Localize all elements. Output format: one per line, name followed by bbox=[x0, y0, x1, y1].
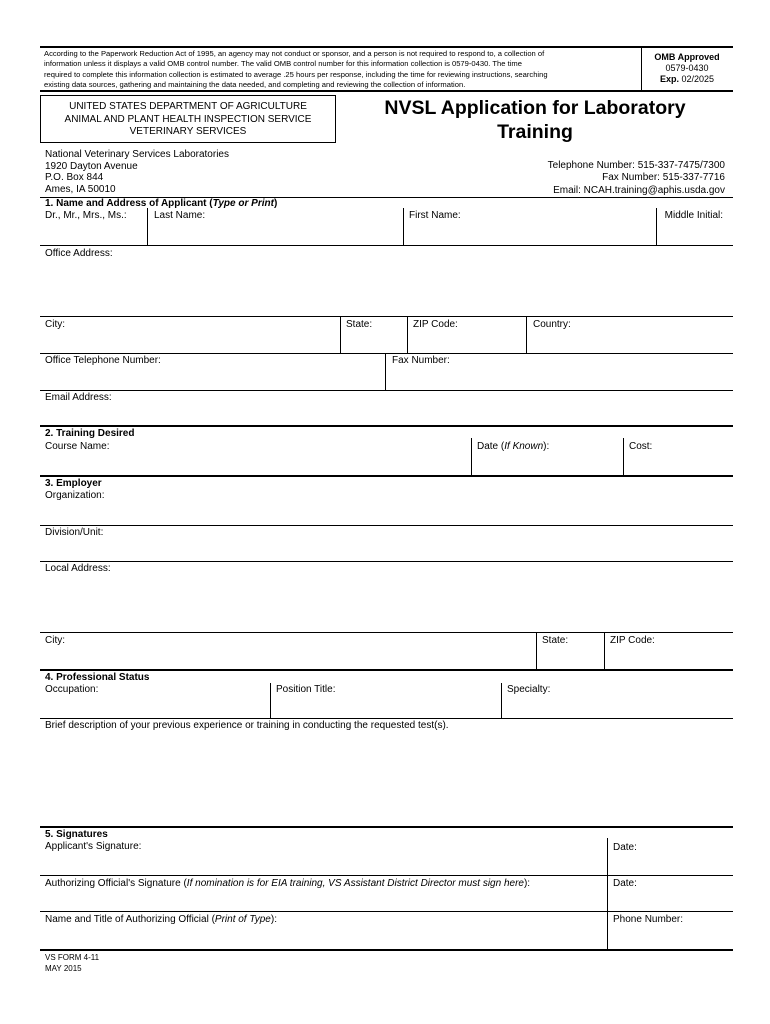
section5-heading: 5. Signatures bbox=[45, 829, 108, 840]
form-title bbox=[340, 96, 730, 144]
email-label: Email Address: bbox=[45, 392, 112, 403]
authorizing-phone-label: Phone Number: bbox=[613, 914, 684, 925]
agency-line: VETERINARY SERVICES bbox=[129, 126, 247, 137]
header-bottom-rule bbox=[40, 90, 733, 92]
state-label: State: bbox=[346, 319, 373, 330]
section2-top-rule bbox=[40, 425, 733, 427]
form-title-line: NVSL Application for Laboratory bbox=[384, 97, 686, 119]
specialty-label: Specialty: bbox=[507, 684, 551, 695]
notice-line: required to complete this information collection is estimated to average .25 hours per response, including the time for reviewing instructions, searching bbox=[44, 69, 548, 79]
office-address-field[interactable] bbox=[40, 246, 733, 316]
course-name-label: Course Name: bbox=[45, 441, 110, 452]
office-address-label: Office Address: bbox=[45, 248, 113, 259]
notice-line: existing data sources, gathering and maintaining the data needed, and completing and reviewing the collection of information. bbox=[44, 80, 466, 90]
course-date-close: ): bbox=[543, 441, 550, 452]
middle-initial-label: Middle Initial: bbox=[664, 210, 723, 221]
employer-city-field[interactable] bbox=[40, 633, 536, 669]
section5-top-rule bbox=[40, 826, 733, 828]
auth-sig-text: Authorizing Official's Signature ( bbox=[45, 878, 187, 889]
section4-heading: 4. Professional Status bbox=[45, 672, 150, 683]
authorizing-signature-label bbox=[45, 878, 530, 890]
applicant-signature-label: Applicant's Signature: bbox=[45, 841, 142, 852]
form-date: MAY 2015 bbox=[45, 963, 82, 973]
email-field[interactable] bbox=[40, 391, 733, 425]
omb-number: 0579-0430 bbox=[665, 63, 709, 73]
first-name-label: First Name: bbox=[409, 210, 461, 221]
section1-heading-close: ) bbox=[273, 198, 278, 209]
authorizing-name-label bbox=[45, 914, 277, 926]
omb-exp-value: 02/2025 bbox=[681, 74, 715, 84]
local-address-label: Local Address: bbox=[45, 563, 111, 574]
experience-field[interactable] bbox=[40, 719, 733, 826]
city-label: City: bbox=[45, 319, 65, 330]
last-name-label: Last Name: bbox=[154, 210, 206, 221]
section3-heading: 3. Employer bbox=[45, 478, 102, 489]
form-title-line: Training bbox=[497, 121, 573, 143]
header-top-rule bbox=[40, 46, 733, 48]
city-field[interactable] bbox=[40, 317, 340, 353]
local-address-field[interactable] bbox=[40, 562, 733, 632]
employer-city-label: City: bbox=[45, 635, 65, 646]
lab-email: Email: NCAH.training@aphis.usda.gov bbox=[553, 184, 725, 196]
lab-address-line: 1920 Dayton Avenue bbox=[45, 160, 138, 172]
course-date-label bbox=[477, 441, 549, 453]
lab-address-line: National Veterinary Services Laboratories bbox=[45, 149, 229, 160]
occupation-label: Occupation: bbox=[45, 684, 99, 695]
organization-label: Organization: bbox=[45, 490, 105, 501]
auth-sig-close: ): bbox=[523, 878, 531, 889]
notice-line: information unless it displays a valid OMB control number. The valid OMB control number for this information collection is 0579-0430. The time bbox=[44, 59, 522, 69]
notice-line: According to the Paperwork Reduction Act of 1995, an agency may not conduct or sponsor, and a person is not required to respond to, a collection of bbox=[44, 49, 545, 58]
position-title-label: Position Title: bbox=[276, 684, 336, 695]
omb-exp-label: Exp. bbox=[659, 74, 679, 84]
lab-address bbox=[45, 149, 229, 196]
omb-box bbox=[642, 52, 732, 85]
auth-name-close: ): bbox=[270, 914, 277, 925]
section2-heading: 2. Training Desired bbox=[45, 428, 135, 439]
form-number: VS FORM 4-11 bbox=[45, 953, 100, 962]
fax-label: Fax Number: bbox=[392, 355, 450, 366]
lab-address-line: P.O. Box 844 bbox=[45, 172, 104, 184]
authorizing-date-label: Date: bbox=[613, 878, 637, 889]
office-phone-label: Office Telephone Number: bbox=[45, 355, 161, 366]
cost-label: Cost: bbox=[629, 441, 653, 452]
omb-expiration bbox=[642, 74, 732, 85]
lab-phone: Telephone Number: 515-337-7475/7300 bbox=[547, 160, 725, 171]
lab-fax: Fax Number: 515-337-7716 bbox=[602, 172, 725, 184]
applicant-date-label: Date: bbox=[613, 842, 637, 853]
section1-heading-text: 1. Name and Address of Applicant ( bbox=[45, 198, 213, 209]
lab-address-line: Ames, IA 50010 bbox=[45, 184, 116, 196]
section3-top-rule bbox=[40, 475, 733, 477]
organization-field[interactable] bbox=[40, 490, 733, 525]
auth-name-text: Name and Title of Authorizing Official ( bbox=[45, 914, 215, 925]
section4-top-rule bbox=[40, 669, 733, 671]
agency-box bbox=[40, 95, 336, 143]
section1-heading-italic: Type or Print bbox=[212, 198, 274, 209]
form-bottom-rule bbox=[40, 949, 733, 951]
division-field[interactable] bbox=[40, 526, 733, 561]
form-footer bbox=[45, 953, 99, 974]
division-label: Division/Unit: bbox=[45, 527, 104, 538]
zip-label: ZIP Code: bbox=[413, 319, 458, 330]
auth-name-italic: Print of Type bbox=[214, 914, 271, 925]
agency-line: UNITED STATES DEPARTMENT OF AGRICULTURE bbox=[69, 101, 307, 112]
employer-state-label: State: bbox=[542, 635, 569, 646]
lab-contact bbox=[548, 160, 725, 197]
agency-line: ANIMAL AND PLANT HEALTH INSPECTION SERVICE bbox=[64, 113, 312, 125]
country-label: Country: bbox=[533, 319, 571, 330]
omb-title: OMB Approved bbox=[654, 52, 720, 62]
employer-zip-label: ZIP Code: bbox=[610, 635, 655, 646]
experience-label: Brief description of your previous experience or training in conducting the requested test(s). bbox=[45, 720, 449, 731]
paperwork-notice bbox=[44, 49, 642, 91]
auth-sig-italic: If nomination is for EIA training, VS Assistant District Director must sign here bbox=[186, 878, 524, 889]
course-date-text: Date ( bbox=[477, 441, 505, 452]
course-date-italic: If Known bbox=[504, 441, 544, 452]
title-label: Dr., Mr., Mrs., Ms.: bbox=[45, 210, 127, 221]
